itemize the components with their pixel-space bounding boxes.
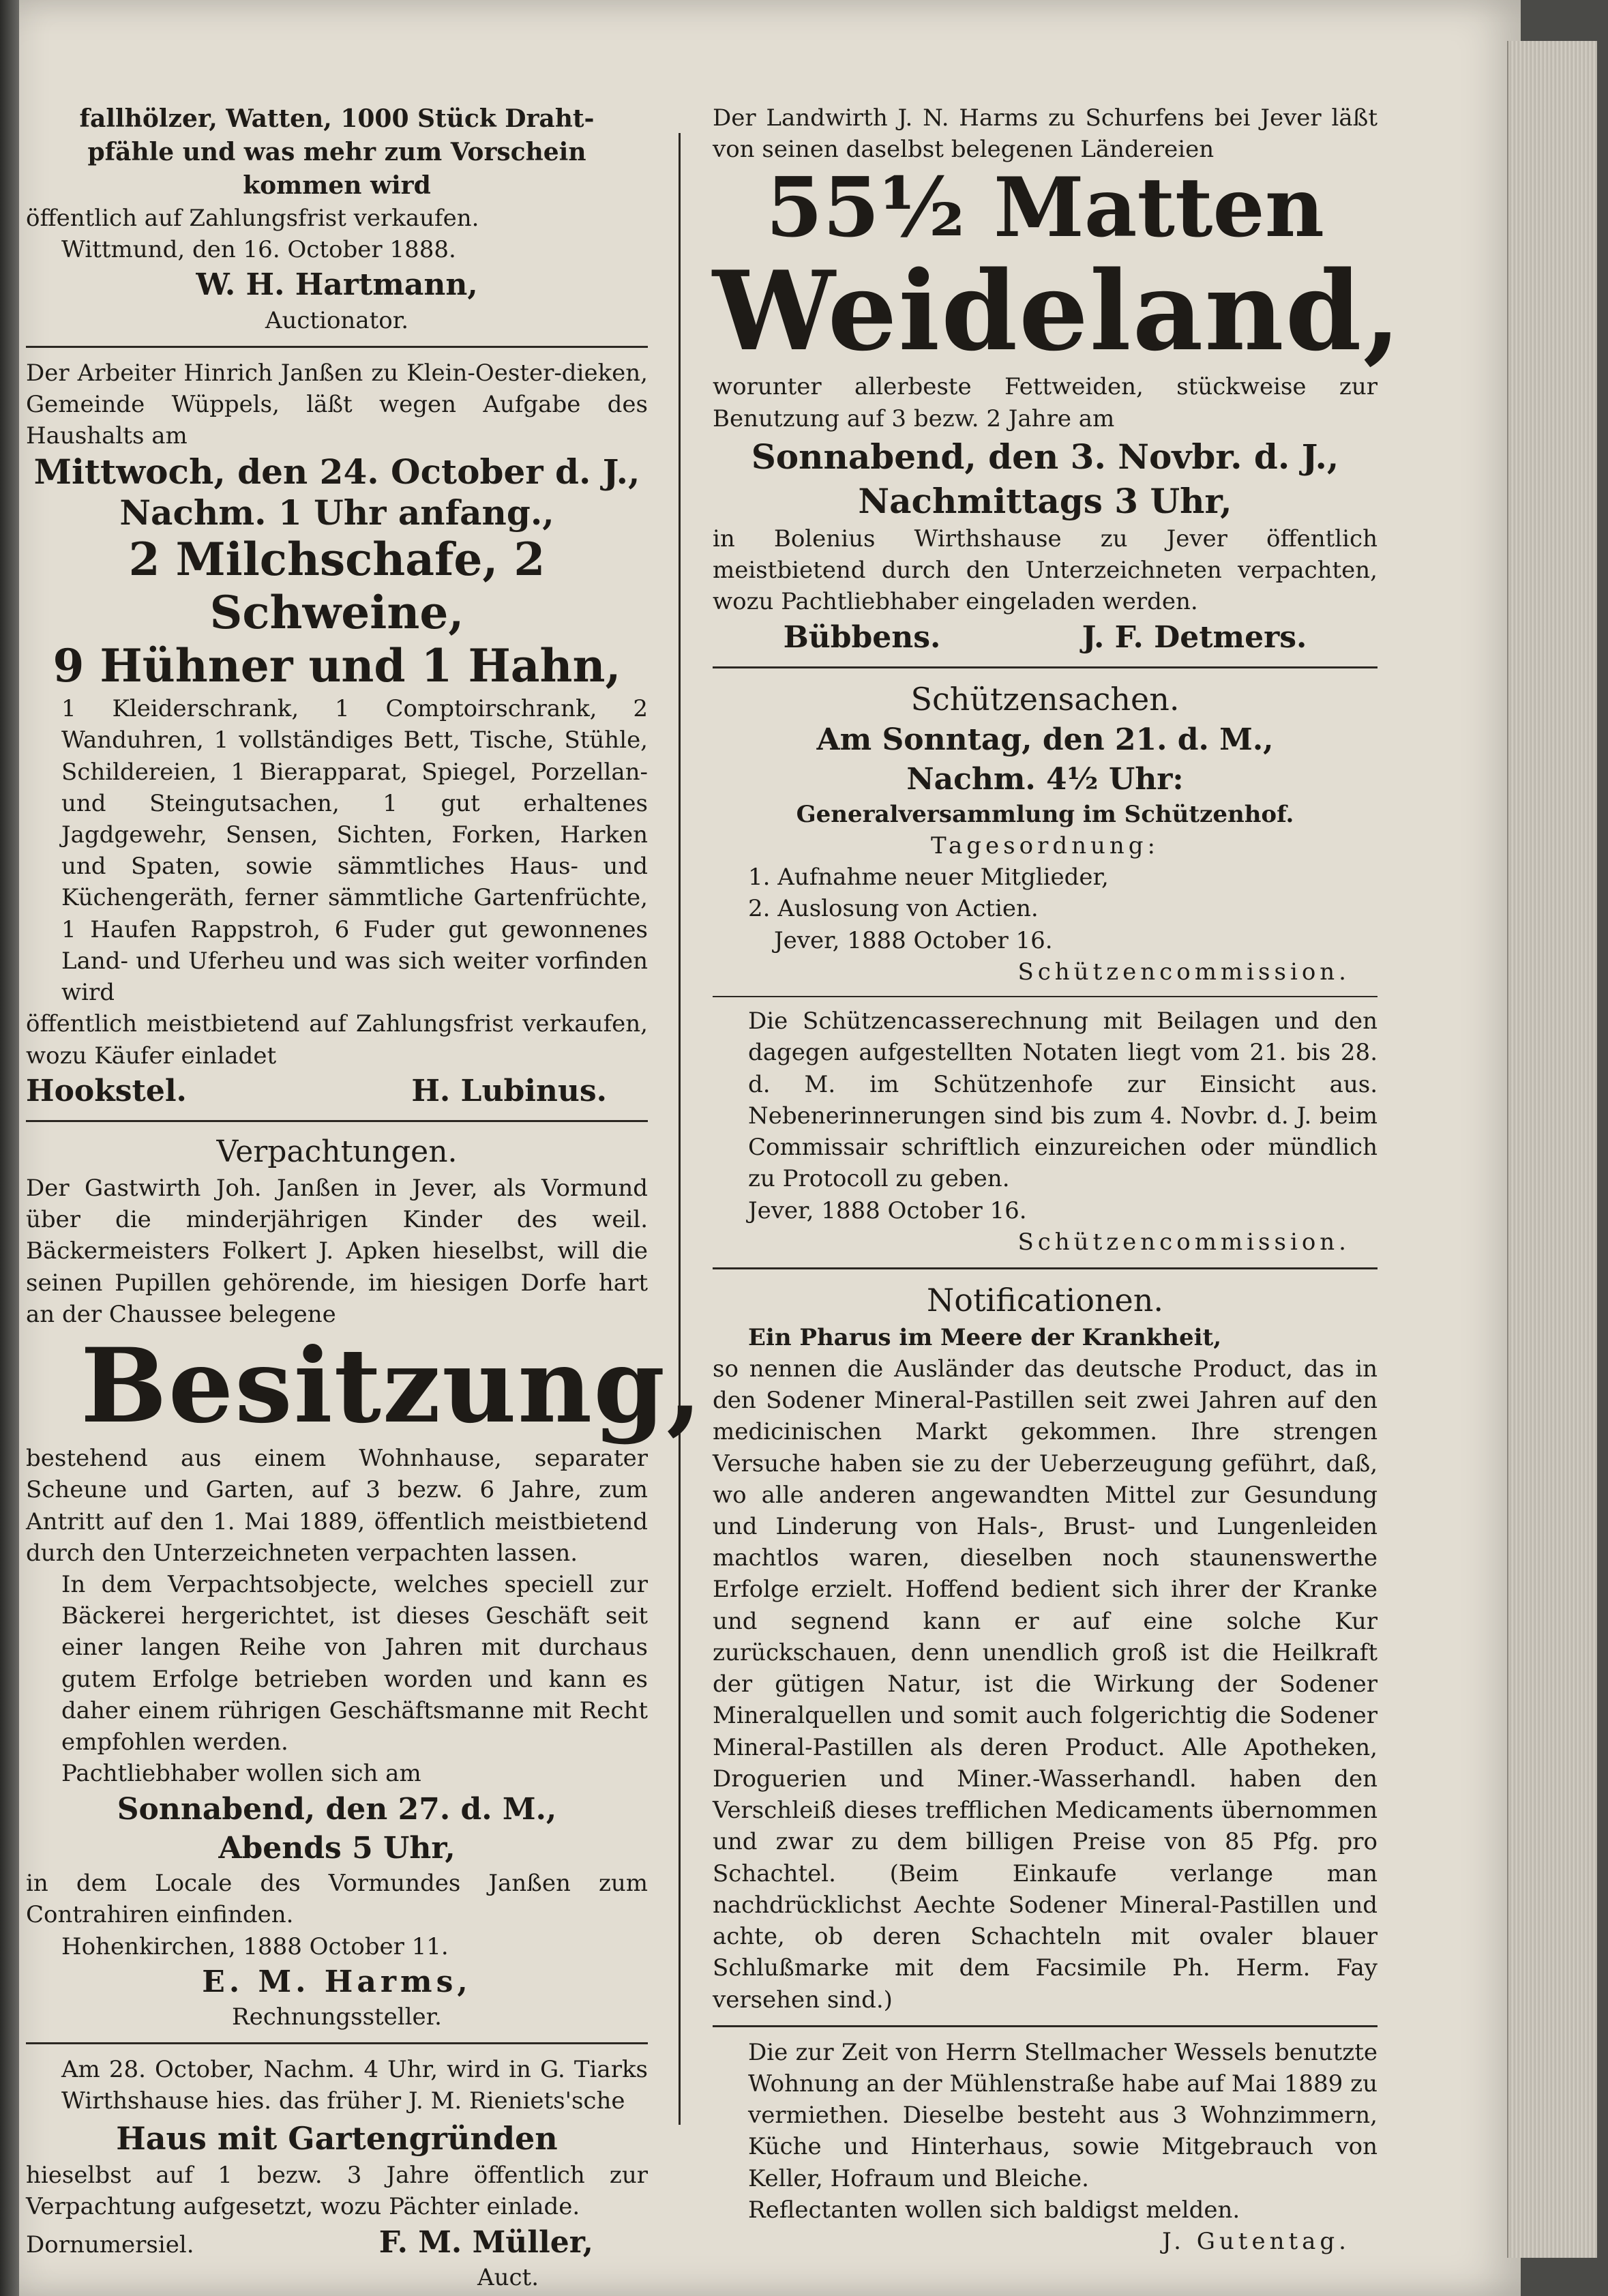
section-heading: Notificationen. xyxy=(927,1282,1163,1319)
ad-description: bestehend aus einem Wohnhause, separater Scheune und Garten, auf 3 bezw. 6 Jahre, zum Antritt auf den 1. Mai 1889, öffentlich meistbietend durch den Unterzeichneten verpachten lassen. xyxy=(26,1445,648,1567)
signer-role: Auct. xyxy=(477,2263,539,2291)
sale-text: öffentlich auf Zahlungsfrist verkaufen. xyxy=(26,204,479,232)
signer: J. Gutentag. xyxy=(1162,2228,1350,2256)
signature-row xyxy=(26,2223,648,2262)
separator xyxy=(26,346,648,348)
ad-title: Haus mit Gartengründen xyxy=(116,2119,558,2157)
lease-date: Sonnabend, den 27. d. M., xyxy=(117,1791,557,1827)
signer: H. Lubinus. xyxy=(411,1073,607,1108)
section-heading: Verpachtungen. xyxy=(216,1134,458,1170)
signer: E. M. Harms, xyxy=(202,1964,472,1999)
call-text: Pachtliebhaber wollen sich am xyxy=(61,1760,421,1788)
auction-time: Nachm. 1 Uhr anfang., xyxy=(119,492,554,533)
column-divider xyxy=(679,133,681,2125)
separator xyxy=(713,1267,1378,1269)
lease-date: Sonnabend, den 3. Novbr. d. J., xyxy=(751,436,1339,477)
ad-wohnung xyxy=(713,2037,1378,2258)
separator xyxy=(713,2025,1378,2027)
ad-title: Weideland, xyxy=(713,247,1403,376)
signature-row xyxy=(26,1072,648,1110)
ad-schuetzensachen xyxy=(713,678,1378,988)
lease-time: Abends 5 Uhr, xyxy=(218,1830,456,1866)
place: Dornumersiel. xyxy=(26,2231,194,2258)
items-headline: 2 Milchschafe, 2 Schweine, xyxy=(128,533,546,640)
ad-intro: Der Landwirth J. N. Harms zu Schurfens bei Jever läßt von seinen daselbst belegenen Ländereien xyxy=(713,104,1378,164)
separator xyxy=(713,996,1378,997)
items-headline: 9 Hühner und 1 Hahn, xyxy=(53,639,621,693)
ad-body: hieselbst auf 1 bezw. 3 Jahre öffentlich zur Verpachtung aufgesetzt, wozu Pächter einlade. xyxy=(26,2162,648,2221)
signer: J. F. Detmers. xyxy=(1082,619,1307,655)
ad-intro: Der Arbeiter Hinrich Janßen zu Klein-Oester-dieken, Gemeinde Wüppels, läßt wegen Aufgabe des Haushalts am xyxy=(26,359,648,450)
lease-time: Nachmittags 3 Uhr, xyxy=(858,480,1232,521)
signer: Bübbens. xyxy=(783,619,941,655)
ad-body: Die zur Zeit von Herrn Stellmacher Wessels benutzte Wohnung an der Mühlenstraße habe auf Mai 1889 zu vermiethen. Dieselbe besteht aus 3 Wohnzimmern, Küche und Hinterhaus, sowie Mitgebrauch von Keller, Hofraum und Bleiche. xyxy=(748,2038,1378,2192)
place-text: in dem Locale des Vormundes Janßen zum Contrahiren einfinden. xyxy=(26,1870,648,1929)
ad-weideland xyxy=(713,102,1403,657)
ad-lead: Ein Pharus im Meere der Krankheit, xyxy=(748,1323,1222,1351)
separator xyxy=(26,1120,648,1122)
ad-auction-hookstel xyxy=(26,357,648,1110)
ad-amount: 55½ Matten xyxy=(766,160,1324,256)
auction-date: Mittwoch, den 24. October d. J., xyxy=(33,452,640,492)
ad-dornumersiel xyxy=(26,2054,648,2293)
place-date: Wittmund, den 16. October 1888. xyxy=(61,236,456,264)
right-column xyxy=(713,102,1403,2257)
ad-body: Die Schützencasserechnung mit Beilagen und den dagegen aufgestellten Notaten liegt vom 21. bis 28. d. M. im Schützenhofe zur Einsicht aus. Nebenerinnerungen sind bis zum 4. Novbr. d. J. beim Commissair schriftlich einzureichen oder mündlich zu Protocoll zu geben. xyxy=(748,1007,1378,1193)
ad-line: kommen wird xyxy=(243,171,431,200)
separator xyxy=(713,666,1378,668)
ad-body: so nennen die Ausländer das deutsche Product, das in den Sodener Mineral-Pastillen seit zwei Jahren auf den medicinischen Markt gekommen. Ihre strengen Versuche haben sie zu der Ueberzeugung geführt, daß, wo alle anderen angewandten Mittel zur Gesundung und Linderung von Hals-, Brust- und Lungenleiden machtlos waren, dieselben noch staunenswerthe Erfolge erzielt. Hoffend bedient sich ihrer der Kranke und segnend kann er auf eine solche Kur zurückschauen, denn unendlich groß ist die Heilkraft der gütigen Natur, ist die Wirkung der Sodener Mineralquellen und somit auch folgerichtig die Sodener Mineral-Pastillen als deren Product. Alle Apotheken, Droguerien und Miner.-Wasserhandl. haben den Verschleiß dieses trefflichen Medicaments übernommen und zwar zu dem billigen Preise von 85 Pfg. pro Schachtel. (Beim Einkaufe verlange man nachdrücklichst Aechte Sodener Mineral-Pastillen und achte, ob deren Schachteln mit ovaler blauer Schlußmarke mit dem Facsimile Ph. Herm. Fay versehen sind.) xyxy=(713,1355,1378,2014)
call-text: Reflectanten wollen sich baldigst melden. xyxy=(748,2196,1240,2224)
ad-intro: Am 28. October, Nachm. 4 Uhr, wird in G. Tiarks Wirthshause hies. das früher J. M. Rieniets'sche xyxy=(61,2056,648,2115)
meeting-date: Am Sonntag, den 21. d. M., xyxy=(816,722,1274,758)
ad-line: pfähle und was mehr zum Vorschein xyxy=(87,137,586,166)
ad-title: Besitzung, xyxy=(80,1326,704,1447)
ad-wittmund xyxy=(26,102,648,336)
ad-body: worunter allerbeste Fettweiden, stückweise zur Benutzung auf 3 bezw. 2 Jahre am xyxy=(713,373,1378,432)
signer: Schützencommission. xyxy=(1017,958,1350,986)
ad-description: In dem Verpachtsobjecte, welches speciell zur Bäckerei hergerichtet, ist dieses Geschäft seit einer langen Reihe von Jahren mit durchaus gutem Erfolge betrieben worden und kann es daher einem rührigen Geschäftsmanne mit Recht empfohlen werden. xyxy=(61,1571,648,1756)
ad-notificationen xyxy=(713,1279,1378,2016)
place: Hookstel. xyxy=(26,1073,187,1108)
meeting-time: Nachm. 4½ Uhr: xyxy=(906,761,1184,797)
ad-schuetzencasse xyxy=(713,1005,1378,1258)
left-column xyxy=(26,102,704,2293)
signer-role: Rechnungssteller. xyxy=(232,2003,442,2031)
signer: W. H. Hartmann, xyxy=(196,267,478,303)
page-edges xyxy=(1507,41,1597,2258)
place-text: in Bolenius Wirthshause zu Jever öffentlich meistbietend durch den Unterzeichneten verpachten, wozu Pachtliebhaber eingeladen werden. xyxy=(713,525,1378,616)
items-list: 1 Kleiderschrank, 1 Comptoirschrank, 2 Wanduhren, 1 vollständiges Bett, Tische, Stühle, Schildereien, 1 Bierapparat, Spiegel, Porzellan- und Steingutsachen, 1 gut erhaltenes Jagdgewehr, Sensen, Sichten, Forken, Harken und Spaten, sowie sämmtliches Haus- und Küchengeräth, ferner sämmtliche Gartenfrüchte, 1 Haufen Rappstroh, 6 Fuder gut gewonnenes Land- und Uferheu und was sich weiter vorfinden wird xyxy=(61,695,648,1007)
ad-line: fallhölzer, Watten, 1000 Stück Draht- xyxy=(79,104,595,133)
agenda-item: 1. Aufnahme neuer Mitglieder, xyxy=(748,864,1109,892)
ad-verpachtungen xyxy=(26,1132,704,2033)
ad-intro: Der Gastwirth Joh. Janßen in Jever, als Vormund über die minderjährigen Kinder des weil. Bäckermeisters Folkert J. Apken hieselbst, will die seinen Pupillen gehörende, im hiesigen Dorfe hart an der Chaussee belegene xyxy=(26,1174,648,1328)
agenda-item: 2. Auslosung von Actien. xyxy=(748,895,1039,923)
agenda-heading: Tagesordnung: xyxy=(930,831,1160,859)
signer-role: Auctionator. xyxy=(265,306,409,334)
separator xyxy=(26,2042,648,2044)
signer: Schützencommission. xyxy=(1017,1228,1350,1256)
event-name: Generalversammlung im Schützenhof. xyxy=(796,800,1294,828)
signature-row xyxy=(713,618,1378,657)
book-binding xyxy=(0,0,19,2296)
place-date: Jever, 1888 October 16. xyxy=(748,1196,1027,1224)
section-heading: Schützensachen. xyxy=(910,680,1180,718)
place-date: Jever, 1888 October 16. xyxy=(774,926,1053,954)
place-date: Hohenkirchen, 1888 October 11. xyxy=(61,1932,449,1960)
signer: F. M. Müller, xyxy=(378,2224,593,2260)
sale-text: öffentlich meistbietend auf Zahlungsfrist verkaufen, wozu Käufer einladet xyxy=(26,1010,648,1070)
